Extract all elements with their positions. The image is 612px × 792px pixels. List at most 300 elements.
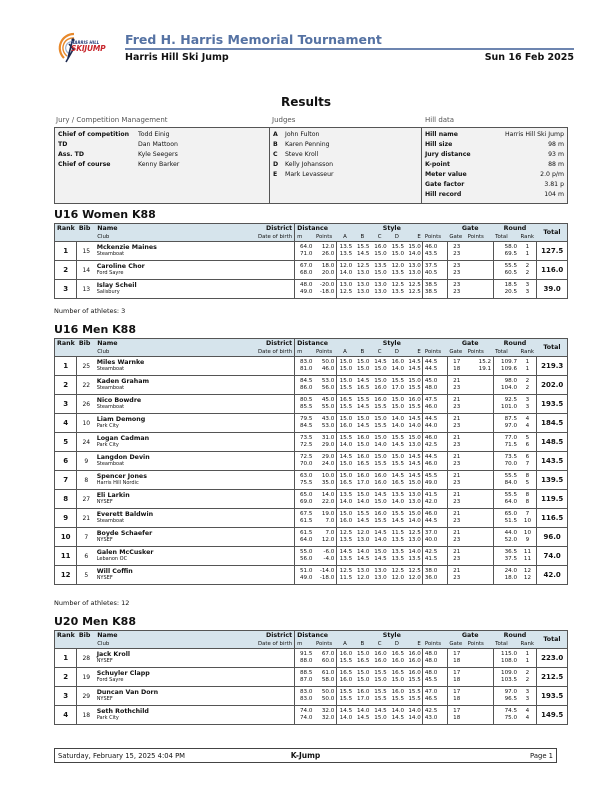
judge-d-score: 15.5 xyxy=(391,696,405,702)
round-rank: 5 xyxy=(525,480,530,486)
judge-d-score: 15.5 xyxy=(391,511,405,517)
col-style: Style xyxy=(336,224,447,233)
athlete-bib: 19 xyxy=(82,673,91,681)
col-d: D xyxy=(388,233,405,242)
col-rank: Rank xyxy=(55,631,77,640)
judge-a-score: 16.5 xyxy=(339,670,353,676)
judge-d-score: 14.5 xyxy=(391,473,405,479)
judge-e-score: 14.5 xyxy=(408,473,421,479)
round-rank: 4 xyxy=(525,423,530,429)
col-style-points: Points xyxy=(423,233,447,242)
athlete-club: Steamboat xyxy=(96,366,125,372)
jump-distance: 64.0 xyxy=(299,244,313,250)
judge-b-score: 14.0 xyxy=(356,499,370,505)
col-style: Style xyxy=(336,631,447,640)
gate-number: 23 xyxy=(453,270,461,276)
distance-points: -20.0 xyxy=(319,282,335,288)
distance-points: 7.0 xyxy=(325,518,335,524)
judge-e-score: 14.5 xyxy=(408,461,421,467)
round-rank: 12 xyxy=(523,575,532,581)
round-rank: 2 xyxy=(525,270,530,276)
athlete-total: 212.5 xyxy=(537,668,568,687)
round-rank: 2 xyxy=(525,378,530,384)
round-rank: 10 xyxy=(523,530,532,536)
distance-points: 46.0 xyxy=(321,366,335,372)
round-total: 75.0 xyxy=(504,715,518,721)
athlete-total: 139.5 xyxy=(537,471,568,490)
round-rank: 10 xyxy=(523,518,532,524)
judge-b-score: 16.0 xyxy=(356,435,370,441)
round-total: 65.0 xyxy=(504,511,518,517)
style-points: 48.0 xyxy=(424,658,438,664)
judge-row-label: E xyxy=(273,170,278,178)
hill-row xyxy=(425,169,564,179)
athlete-total: 116.0 xyxy=(537,261,568,280)
judge-c-score: 14.0 xyxy=(374,537,387,543)
style-points: 47.0 xyxy=(424,689,438,695)
judge-b-score: 16.5 xyxy=(356,385,370,391)
athlete-name: Duncan Van Dorn xyxy=(96,689,159,696)
col-club: Club xyxy=(95,233,188,242)
gate-number: 18 xyxy=(453,366,461,372)
athlete-rank: 3 xyxy=(55,687,77,706)
judge-a-score: 12.5 xyxy=(339,530,353,536)
athlete-name: Nico Bowdre xyxy=(96,397,142,404)
athlete-club: Park City xyxy=(96,715,119,721)
athlete-club: Park City xyxy=(96,442,119,448)
style-points: 43.0 xyxy=(424,715,438,721)
athlete-row[interactable] xyxy=(55,471,568,490)
distance-points: 10.0 xyxy=(321,473,335,479)
gate-number: 23 xyxy=(453,282,461,288)
athlete-bib: 13 xyxy=(82,285,91,293)
gate-number: 21 xyxy=(453,378,461,384)
athlete-rank: 12 xyxy=(55,566,77,585)
judge-d-score: 14.5 xyxy=(391,442,405,448)
jump-distance: 70.0 xyxy=(299,461,313,467)
athlete-row[interactable] xyxy=(55,357,568,376)
athlete-row[interactable] xyxy=(55,706,568,725)
round-total: 87.5 xyxy=(504,416,518,422)
jury-row xyxy=(58,139,266,149)
athlete-row[interactable] xyxy=(55,509,568,528)
jury-row-label: Chief of competition xyxy=(58,130,130,138)
jury-row-value: Kyle Seegers xyxy=(138,150,178,158)
athlete-bib: 21 xyxy=(82,514,91,522)
col-rank: Rank xyxy=(55,339,77,348)
athlete-row[interactable] xyxy=(55,261,568,280)
judge-d-score: 14.0 xyxy=(391,423,405,429)
athlete-total: 193.5 xyxy=(537,395,568,414)
judge-c-score: 15.5 xyxy=(374,689,387,695)
judge-e-score: 14.0 xyxy=(408,549,421,555)
judge-a-score: 16.0 xyxy=(339,423,353,429)
athlete-name: Langdon Devin xyxy=(96,454,150,461)
judge-d-score: 14.0 xyxy=(391,499,405,505)
judge-c-score: 16.0 xyxy=(374,658,387,664)
category-title: U20 Men K88 xyxy=(54,615,136,628)
col-e: E xyxy=(406,233,423,242)
col-gate-no: Gate xyxy=(447,348,465,357)
results-table xyxy=(54,223,568,299)
jump-distance: 88.5 xyxy=(299,670,313,676)
style-points: 41.5 xyxy=(424,556,438,562)
athlete-row[interactable] xyxy=(55,566,568,585)
round-total: 84.0 xyxy=(504,480,518,486)
hill-row xyxy=(425,129,564,139)
style-points: 49.0 xyxy=(424,480,438,486)
distance-points: 45.0 xyxy=(321,397,335,403)
judge-d-score: 14.0 xyxy=(391,416,405,422)
col-round-rank: Rank xyxy=(519,640,537,649)
athlete-row[interactable] xyxy=(55,687,568,706)
judge-a-score: 14.0 xyxy=(339,442,353,448)
col-b: B xyxy=(354,640,371,649)
athlete-bib: 5 xyxy=(84,571,89,579)
round-rank: 9 xyxy=(525,537,530,543)
distance-points: 29.0 xyxy=(321,442,335,448)
judge-row xyxy=(273,139,418,149)
athlete-club: NYSEF xyxy=(96,575,113,581)
athlete-total: 184.5 xyxy=(537,414,568,433)
col-dist-points: Points xyxy=(314,348,336,357)
judge-a-score: 15.0 xyxy=(339,366,353,372)
round-total: 55.5 xyxy=(504,473,518,479)
style-points: 45.5 xyxy=(424,677,438,683)
round-rank: 4 xyxy=(525,416,530,422)
athlete-row[interactable] xyxy=(55,433,568,452)
judge-c-score: 13.0 xyxy=(374,289,387,295)
athlete-club: Steamboat xyxy=(96,251,125,257)
gate-number: 23 xyxy=(453,442,461,448)
jump-distance: 81.0 xyxy=(299,366,313,372)
col-gate: Gate xyxy=(447,631,493,640)
athlete-total: 193.5 xyxy=(537,687,568,706)
athlete-rank: 8 xyxy=(55,490,77,509)
judge-b-score: 14.0 xyxy=(356,549,370,555)
subheader-row xyxy=(55,233,568,242)
style-points: 48.0 xyxy=(424,670,438,676)
col-gate-no: Gate xyxy=(447,640,465,649)
athlete-row[interactable] xyxy=(55,280,568,299)
judge-c-score: 15.0 xyxy=(374,378,387,384)
jump-distance: 65.0 xyxy=(299,492,313,498)
judge-row xyxy=(273,149,418,159)
judge-row xyxy=(273,159,418,169)
round-rank: 11 xyxy=(523,549,532,555)
judge-a-score: 14.0 xyxy=(339,270,353,276)
col-total: Total xyxy=(537,339,568,357)
gate-number: 23 xyxy=(453,461,461,467)
judge-b-score: 16.0 xyxy=(356,454,370,460)
athlete-row[interactable] xyxy=(55,376,568,395)
round-total: 69.5 xyxy=(504,251,518,257)
judge-e-score: 15.0 xyxy=(408,378,421,384)
athlete-club: Steamboat xyxy=(96,404,125,410)
judge-b-score: 14.0 xyxy=(356,708,370,714)
athlete-row[interactable] xyxy=(55,547,568,566)
distance-points: -4.0 xyxy=(323,556,335,562)
judge-c-score: 15.0 xyxy=(374,416,387,422)
judge-b-score: 12.5 xyxy=(356,263,370,269)
distance-points: -18.0 xyxy=(319,575,335,581)
athlete-bib: 22 xyxy=(82,381,91,389)
style-points: 48.0 xyxy=(424,651,438,657)
athlete-total: 149.5 xyxy=(537,706,568,725)
hill-row-label: Jury distance xyxy=(425,150,471,158)
judge-e-score: 14.5 xyxy=(408,454,421,460)
round-total: 18.5 xyxy=(504,282,518,288)
judge-a-score: 16.0 xyxy=(339,518,353,524)
col-round-total: Total xyxy=(493,233,518,242)
col-distance: Distance xyxy=(295,339,337,348)
athlete-rank: 2 xyxy=(55,376,77,395)
judge-a-score: 15.5 xyxy=(339,689,353,695)
athlete-bib: 25 xyxy=(82,362,91,370)
judge-e-score: 13.0 xyxy=(408,492,421,498)
judge-b-score: 15.0 xyxy=(356,651,370,657)
athlete-row[interactable] xyxy=(55,414,568,433)
event-date: Sun 16 Feb 2025 xyxy=(484,52,574,63)
athlete-row[interactable] xyxy=(55,649,568,668)
gate-number: 23 xyxy=(453,251,461,257)
distance-points: 53.0 xyxy=(321,378,335,384)
athlete-rank: 6 xyxy=(55,452,77,471)
judge-e-score: 15.0 xyxy=(408,435,421,441)
style-points: 38.5 xyxy=(424,289,438,295)
round-rank: 2 xyxy=(525,385,530,391)
round-total: 98.0 xyxy=(504,378,518,384)
athlete-bib: 27 xyxy=(82,495,91,503)
round-rank: 4 xyxy=(525,708,530,714)
judge-a-score: 13.5 xyxy=(339,492,353,498)
hill-row xyxy=(425,179,564,189)
round-rank: 1 xyxy=(525,651,530,657)
athlete-rank: 2 xyxy=(55,261,77,280)
col-gate-no: Gate xyxy=(447,233,465,242)
jury-row xyxy=(58,159,266,169)
distance-points: 50.0 xyxy=(321,359,335,365)
distance-points: 55.0 xyxy=(321,404,335,410)
col-round: Round xyxy=(493,631,537,640)
judge-b-score: 15.5 xyxy=(356,511,370,517)
athlete-row[interactable] xyxy=(55,668,568,687)
jump-distance: 68.0 xyxy=(299,270,313,276)
gate-number: 21 xyxy=(453,568,461,574)
round-total: 96.5 xyxy=(504,696,518,702)
distance-points: 35.0 xyxy=(321,480,335,486)
judge-b-score: 13.0 xyxy=(356,537,370,543)
round-total: 103.5 xyxy=(501,677,518,683)
judge-c-score: 15.0 xyxy=(374,549,387,555)
round-total: 55.5 xyxy=(504,492,518,498)
col-e: E xyxy=(406,348,423,357)
style-points: 41.5 xyxy=(424,492,438,498)
athlete-rank: 9 xyxy=(55,509,77,528)
gate-number: 23 xyxy=(453,289,461,295)
judge-row-label: A xyxy=(273,130,278,138)
judge-a-score: 15.5 xyxy=(339,385,353,391)
athlete-total: 39.0 xyxy=(537,280,568,299)
results-heading: Results xyxy=(280,95,332,109)
judge-c-score: 14.0 xyxy=(374,442,387,448)
jump-distance: 74.0 xyxy=(299,715,313,721)
round-rank: 3 xyxy=(525,282,530,288)
jump-distance: 64.0 xyxy=(299,537,313,543)
athlete-row[interactable] xyxy=(55,242,568,261)
col-style: Style xyxy=(336,339,447,348)
jump-distance: 49.0 xyxy=(299,289,313,295)
judge-b-score: 15.0 xyxy=(356,492,370,498)
athlete-total: 148.5 xyxy=(537,433,568,452)
round-total: 97.0 xyxy=(504,423,518,429)
round-total: 58.0 xyxy=(504,244,518,250)
judge-a-score: 15.5 xyxy=(339,435,353,441)
athlete-club: NYSEF xyxy=(96,658,113,664)
distance-points: 50.0 xyxy=(321,689,335,695)
judge-b-score: 14.5 xyxy=(356,518,370,524)
athlete-rank: 3 xyxy=(55,395,77,414)
judge-b-score: 14.5 xyxy=(356,715,370,721)
athlete-total: 42.0 xyxy=(537,566,568,585)
athlete-count: Number of athletes: 3 xyxy=(54,307,126,315)
col-c: C xyxy=(371,233,388,242)
judge-a-score: 15.5 xyxy=(339,696,353,702)
judge-c-score: 15.5 xyxy=(374,423,387,429)
jump-distance: 84.5 xyxy=(299,423,313,429)
judge-e-score: 14.5 xyxy=(408,416,421,422)
style-points: 44.5 xyxy=(424,359,438,365)
judge-d-score: 12.5 xyxy=(391,282,405,288)
col-distance: Distance xyxy=(295,631,337,640)
gate-number: 21 xyxy=(453,397,461,403)
style-points: 37.5 xyxy=(424,263,438,269)
athlete-name: Logan Cadman xyxy=(96,435,150,442)
hill-row-value: 2.0 p/m xyxy=(540,170,564,178)
judge-c-score: 13.0 xyxy=(374,282,387,288)
distance-points: -6.0 xyxy=(323,549,335,555)
athlete-row[interactable] xyxy=(55,490,568,509)
style-points: 48.0 xyxy=(424,385,438,391)
round-total: 20.5 xyxy=(504,289,518,295)
jump-distance: 63.0 xyxy=(299,473,313,479)
athlete-total: 74.0 xyxy=(537,547,568,566)
style-points: 46.0 xyxy=(424,511,438,517)
judge-row-value: Steve Kroll xyxy=(285,150,319,158)
judge-a-score: 16.5 xyxy=(339,480,353,486)
judge-d-score: 16.5 xyxy=(391,651,405,657)
judge-a-score: 16.0 xyxy=(339,651,353,657)
style-points: 45.0 xyxy=(424,378,438,384)
round-total: 71.5 xyxy=(504,442,518,448)
judge-e-score: 12.5 xyxy=(408,289,421,295)
hill-row-label: Hill record xyxy=(425,190,462,198)
col-m: m xyxy=(295,233,314,242)
col-c: C xyxy=(371,640,388,649)
distance-points: 60.0 xyxy=(321,658,335,664)
col-dob: Date of birth xyxy=(188,640,295,649)
gate-number: 21 xyxy=(453,435,461,441)
hill-row-label: K-point xyxy=(425,160,450,168)
round-rank: 2 xyxy=(525,670,530,676)
judge-c-score: 15.0 xyxy=(374,677,387,683)
style-points: 44.0 xyxy=(424,423,438,429)
logo-text-bottom: SKIJUMP xyxy=(71,44,106,53)
athlete-row[interactable] xyxy=(55,528,568,547)
judge-e-score: 13.0 xyxy=(408,270,421,276)
jump-distance: 69.0 xyxy=(299,499,313,505)
col-district: District xyxy=(188,224,295,233)
judge-b-score: 17.0 xyxy=(356,480,370,486)
athlete-rank: 1 xyxy=(55,357,77,376)
gate-number: 23 xyxy=(453,263,461,269)
distance-points: 32.0 xyxy=(321,715,335,721)
judge-d-score: 12.0 xyxy=(391,575,405,581)
jury-row-label: TD xyxy=(58,140,68,148)
jury-row-value: Kenny Barker xyxy=(138,160,180,168)
judge-d-score: 13.5 xyxy=(391,270,405,276)
judge-c-score: 16.0 xyxy=(374,385,387,391)
col-a: A xyxy=(336,348,353,357)
jump-distance: 83.0 xyxy=(299,359,313,365)
judge-e-score: 14.0 xyxy=(408,251,421,257)
athlete-row[interactable] xyxy=(55,452,568,471)
col-d: D xyxy=(388,348,405,357)
judge-d-score: 14.0 xyxy=(391,366,405,372)
style-points: 44.5 xyxy=(424,366,438,372)
judge-a-score: 16.0 xyxy=(339,677,353,683)
judge-b-score: 13.0 xyxy=(356,282,370,288)
athlete-club: NYSEF xyxy=(96,696,113,702)
judge-d-score: 13.5 xyxy=(391,556,405,562)
judge-a-score: 12.5 xyxy=(339,289,353,295)
round-total: 97.0 xyxy=(504,689,518,695)
col-distance: Distance xyxy=(295,224,337,233)
athlete-name: Galen McCusker xyxy=(96,549,154,556)
header-row xyxy=(55,224,568,233)
judge-a-score: 16.5 xyxy=(339,397,353,403)
round-total: 104.0 xyxy=(501,385,518,391)
round-rank: 1 xyxy=(525,251,530,257)
gate-number: 18 xyxy=(453,696,461,702)
jump-distance: 75.5 xyxy=(299,480,313,486)
jury-row-label: Chief of course xyxy=(58,160,111,168)
athlete-name: Jack Kroll xyxy=(96,651,131,658)
col-rank: Rank xyxy=(55,224,77,233)
style-points: 45.5 xyxy=(424,473,438,479)
distance-points: 43.0 xyxy=(321,416,335,422)
round-total: 37.5 xyxy=(504,556,518,562)
distance-points: 56.0 xyxy=(321,385,335,391)
judge-b-score: 16.0 xyxy=(356,473,370,479)
athlete-rank: 10 xyxy=(55,528,77,547)
distance-points: 50.0 xyxy=(321,696,335,702)
jump-distance: 56.0 xyxy=(299,556,313,562)
athlete-total: 143.5 xyxy=(537,452,568,471)
round-total: 55.5 xyxy=(504,263,518,269)
round-total: 73.5 xyxy=(504,454,518,460)
judge-row-value: Karen Penning xyxy=(285,140,330,148)
judge-row-value: John Fulton xyxy=(285,130,320,138)
athlete-total: 96.0 xyxy=(537,528,568,547)
judge-c-score: 15.0 xyxy=(374,435,387,441)
judge-c-score: 14.5 xyxy=(374,492,387,498)
judge-e-score: 12.5 xyxy=(408,282,421,288)
gate-number: 23 xyxy=(453,385,461,391)
subheader-row xyxy=(55,348,568,357)
style-points: 42.0 xyxy=(424,499,438,505)
athlete-row[interactable] xyxy=(55,395,568,414)
